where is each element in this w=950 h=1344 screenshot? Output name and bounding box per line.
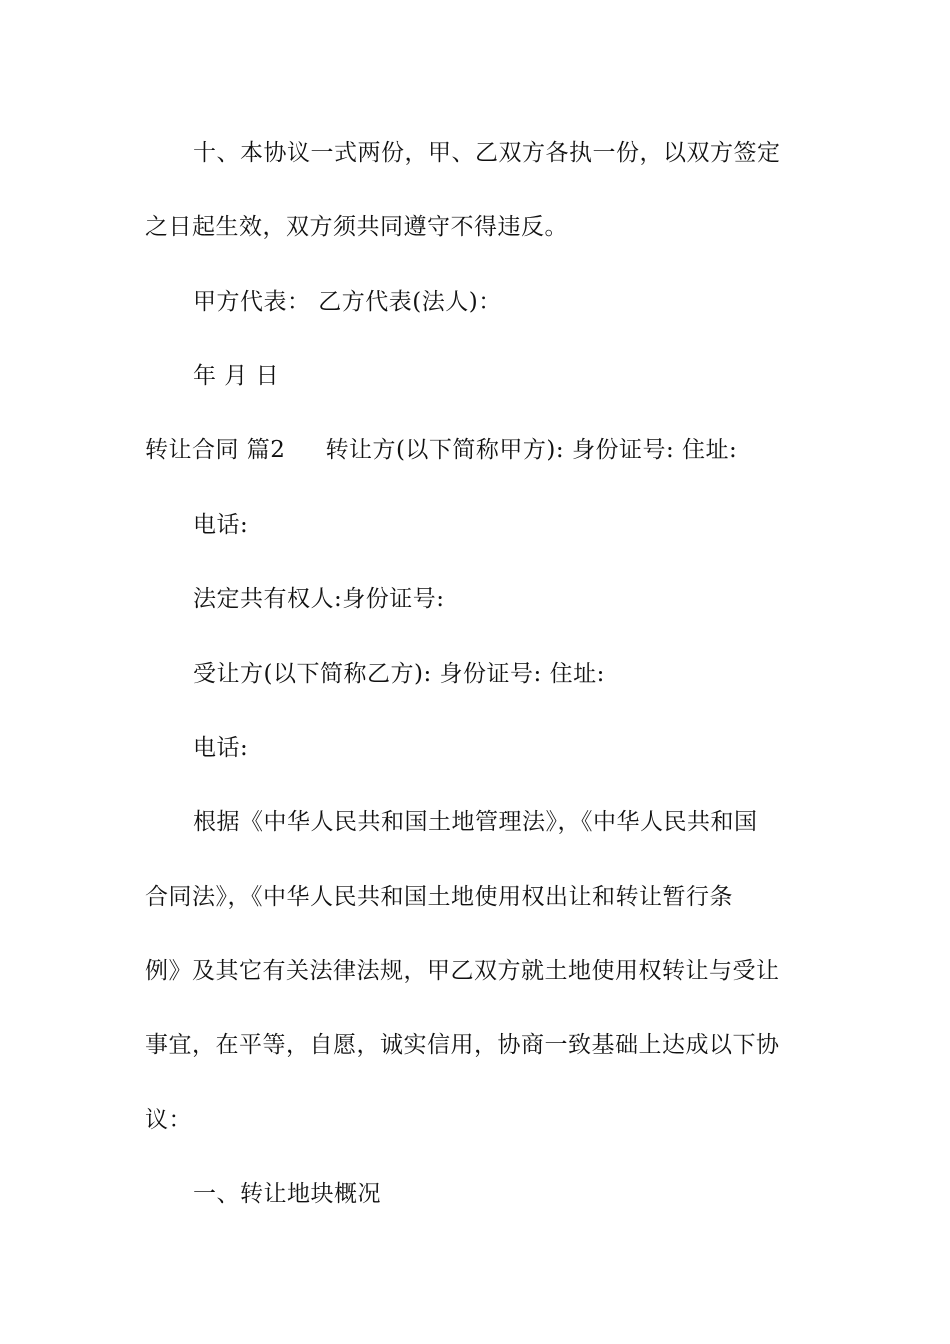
paragraph-line: 根据《中华人民共和国土地管理法》，《中华人民共和国	[193, 809, 758, 835]
paragraph-line: 例》及其它有关法律法规，甲乙双方就土地使用权转让与受让	[145, 958, 780, 984]
section-title: 转让合同 篇2	[145, 437, 286, 463]
transferee-line: 受让方(以下简称乙方): 身份证号: 住址:	[193, 661, 605, 687]
paragraph-line: 之日起生效，双方须共同遵守不得违反。	[145, 214, 568, 240]
transferor-line: 转让方(以下简称甲方): 身份证号: 住址:	[325, 437, 738, 463]
phone-line: 电话:	[193, 512, 249, 538]
paragraph-line: 十、本协议一式两份，甲、乙双方各执一份，以双方签定	[193, 140, 781, 166]
phone-line: 电话:	[193, 735, 249, 761]
paragraph-line: 事宜，在平等，自愿，诚实信用，协商一致基础上达成以下协	[145, 1032, 780, 1058]
paragraph-line: 议：	[145, 1107, 192, 1133]
co-owner-line: 法定共有权人:身份证号:	[193, 586, 445, 612]
subsection-heading: 一、转让地块概况	[193, 1181, 381, 1207]
section-heading-row	[145, 435, 825, 465]
paragraph-line: 合同法》，《中华人民共和国土地使用权出让和转让暂行条	[145, 884, 733, 910]
signature-line: 甲方代表： 乙方代表(法人)：	[193, 289, 502, 315]
date-line: 年 月 日	[193, 363, 280, 389]
